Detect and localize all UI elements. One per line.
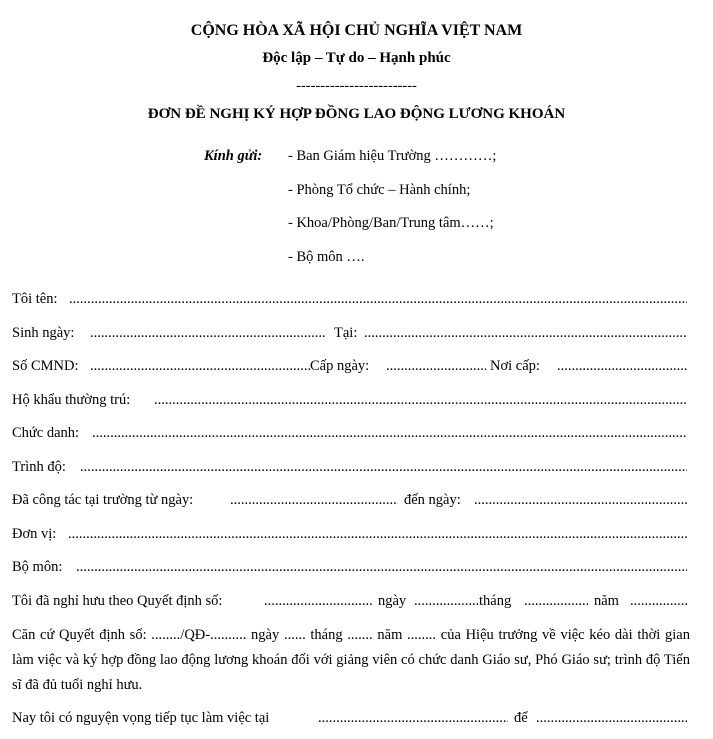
field-worked [12, 492, 687, 512]
basis-paragraph: Căn cứ Quyết định số: ......../QĐ-.......... ngày ...... tháng ....... năm ........ của Hiệu trưởng về việc kéo dài thời gian làm việc và ký hợp đồng lao động lương khoán đối với giảng viên có chức danh Giáo sư, Phó Giáo sư; trình độ Tiến sĩ đã đủ tuổi nghỉ hưu. [12, 627, 690, 693]
retired-decision-blank[interactable] [264, 593, 372, 610]
department-blank[interactable] [76, 559, 687, 576]
dob-label: Sinh ngày: [12, 325, 75, 341]
field-unit [12, 526, 687, 546]
header-divider: ------------------------- [296, 78, 417, 94]
place-label: Tại: [334, 325, 358, 341]
field-name [12, 291, 687, 311]
unit-label: Đơn vị: [12, 526, 57, 542]
issue-place-label: Nơi cấp: [490, 358, 540, 374]
field-id [12, 358, 687, 378]
worked-to-label: đến ngày: [404, 492, 461, 508]
residence-blank[interactable] [154, 392, 687, 409]
degree-label: Trình độ: [12, 459, 66, 475]
name-label: Tôi tên: [12, 291, 58, 307]
retired-month-label: tháng [479, 593, 512, 609]
worked-to-blank[interactable] [474, 492, 687, 509]
field-title [12, 425, 687, 445]
title-blank[interactable] [92, 425, 687, 442]
worked-from-blank[interactable] [230, 492, 398, 509]
retired-year-label: năm [594, 593, 619, 609]
retired-day-blank[interactable] [414, 593, 478, 610]
title-label: Chức danh: [12, 425, 80, 441]
place-blank[interactable] [364, 325, 687, 342]
recipient-item-3: - Khoa/Phòng/Ban/Trung tâm……; [288, 215, 494, 231]
recipient-item-4: - Bộ môn …. [288, 249, 365, 265]
worked-from-label: Đã công tác tại trường từ ngày: [12, 492, 194, 508]
issue-date-label: Cấp ngày: [310, 358, 370, 374]
retired-label: Tôi đã nghỉ hưu theo Quyết định số: [12, 593, 223, 609]
issue-date-blank[interactable] [386, 358, 486, 375]
request-label: Nay tôi có nguyện vọng tiếp tục làm việc tại [12, 710, 270, 726]
retired-year-blank[interactable] [630, 593, 687, 610]
department-label: Bộ môn: [12, 559, 63, 575]
dob-blank[interactable] [90, 325, 326, 342]
retired-day-label: ngày [378, 593, 407, 609]
unit-blank[interactable] [68, 526, 687, 543]
request-to-label: để [514, 710, 528, 726]
field-residence [12, 392, 687, 412]
retired-month-blank[interactable] [524, 593, 588, 610]
degree-blank[interactable] [80, 459, 687, 476]
recipient-label: Kính gửi: [204, 148, 263, 164]
id-label: Số CMND: [12, 358, 79, 374]
field-request [12, 710, 687, 730]
country-name: CỘNG HÒA XÃ HỘI CHỦ NGHĨA VIỆT NAM [190, 22, 523, 39]
recipient-item-1: - Ban Giám hiệu Trường …………; [288, 148, 497, 164]
national-motto: Độc lập – Tự do – Hạnh phúc [262, 50, 451, 66]
field-birth [12, 325, 687, 345]
document-title: ĐƠN ĐỀ NGHỊ KÝ HỢP ĐỒNG LAO ĐỘNG LƯƠNG KHOÁN [147, 106, 566, 122]
request-purpose-blank[interactable] [536, 710, 687, 727]
name-blank[interactable] [69, 291, 687, 308]
recipient-item-2: - Phòng Tổ chức – Hành chính; [288, 182, 471, 198]
residence-label: Hộ khẩu thường trú: [12, 392, 131, 408]
request-place-blank[interactable] [318, 710, 508, 727]
field-department [12, 559, 687, 579]
field-retired [12, 593, 687, 613]
id-blank[interactable] [90, 358, 310, 375]
field-degree [12, 459, 687, 479]
issue-place-blank[interactable] [557, 358, 687, 375]
